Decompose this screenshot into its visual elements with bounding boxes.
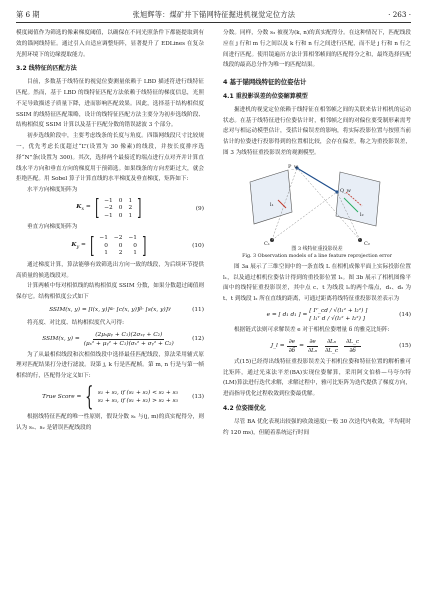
matrix-kx: [ −1 0 1 −2 0 2 −1 0 1 ]: [94, 196, 142, 222]
svg-text:P_w: P_w: [288, 163, 299, 170]
equation-number: (14): [399, 311, 411, 318]
issue-number: 第 6 期: [16, 10, 40, 19]
paragraph: 初步选线阶段中，主要考虑线条的长度与角度。四锚网线段尺寸比较规一，优先考虑长度超过“L”(设置为 30 像素)的线段，并按长度排序选择“N”条(设置为 300)。其次，选择两个最接近的端点进行点对齐并计算直线水平方向和垂直方向的梯度用于预筛选。如果线条的方向差距过大，就会拒绝匹配。用 Sobel 算子计算直线的水平梯度及垂直梯度，矩阵如下:: [16, 133, 204, 183]
subsection-heading: 4.2 位姿图优化: [223, 404, 266, 412]
equation-number: (15): [399, 342, 411, 349]
equation-number: (10): [192, 243, 204, 250]
image-plane-2: [336, 172, 380, 226]
equation-number: (12): [192, 335, 204, 342]
paragraph: 为了从最相似线段和次相似线段中选择最佳匹配线段，算法采用辅式原理对匹配结果打分进行滤波。设第 j, k 行是匹配帧。第 m, n 行是与第一帧相似的行，匹配得分定义如下:: [16, 351, 204, 380]
figure-3: [223, 162, 411, 260]
svg-text:C₂: C₂: [364, 240, 370, 246]
paragraph: 模度阈值作为筛选的像素梯度阈值，以确保在不同光照条件下都能提取到有效的锚网线特征。通过引入自适应调整矩阵，显著提升了 EDLines 在复杂光照环境下的边缘提取能力。: [16, 30, 204, 58]
matrix-label: $K_y$ =: [71, 241, 88, 250]
paragraph: 将亮度、对比度、结构相似度代入可得:: [27, 319, 124, 326]
image-plane-1: [250, 170, 292, 224]
subsection-heading: 4.1 重投影误差的位姿解算模型: [223, 92, 308, 100]
paragraph: 通过梯度计算，算法能够有效筛选出方向一致的线段，为后续环节提供高质量的候选线段对。: [16, 261, 204, 279]
fraction: $\frac{\text{(2μₓμᵧ + C₁)(2σₓᵧ + C₂)}}{\text{(μₓ² + μᵧ² + C₁)(σₓ² + σᵧ² + C₂)}}$: [83, 331, 174, 347]
paragraph: 垂直方向梯度矩阵为: [27, 224, 78, 231]
svg-text:l₂: l₂: [360, 211, 364, 218]
vector: [ Iᵀ_cd / √(l₁² + l₂²) ] [ l₁ᵀ d / √(l₁² + l₂²) ]: [309, 307, 368, 322]
paragraph: 根据链式法则可求解误差 e 对于相机位姿增量 δ 的雅克比矩阵:: [234, 326, 390, 333]
line-reprojection-diagram: [242, 162, 392, 246]
paragraph: 式(15)已经得出线特征重投影误差关于相机位姿和特征位置的解析雅可比矩阵，通过光束法平差(BA)实现位姿解算，采用阿文伯格—马夸尔特(LM)算法进行迭代求解，求解过程中，雅可比矩阵为迭代提供了梯度方向，进而指导优化过程收敛到位姿最优解。: [223, 358, 411, 398]
paragraph: 分数。同样，分数 s₃ 被视为(k, n)的真实配得分。在这种情况下，匹配线段应在 j 行和 m 行之间以及 k 行和 n 行之间进行匹配，而不是 j 行和 n 行之间进行匹配。使用镜遍历方法计算相邻帧间的匹配得分之和，最终选择匹配线段的最高总分作为唯一的匹配结果。: [223, 30, 411, 69]
equation-11: SSIM(x, y) = [l(x, y)] α · [c(x, y)] β · [s(x, y)] γ (11): [16, 305, 204, 316]
svg-text:C₁: C₁: [264, 240, 270, 246]
equation-10: [16, 235, 204, 258]
equation-14: e = [ d₁ d₁ ] = [ Iᵀ_cd / √(l₁² + l₂²) ] [ l₁ᵀ d / √(l₁² + l₂²) ] (14): [266, 307, 411, 322]
space-line: [297, 168, 337, 192]
equation-number: (13): [192, 393, 204, 400]
section-heading: 3.2 线特征的匹配方法: [16, 65, 77, 73]
running-header: [16, 8, 411, 23]
figure-caption-en: Fig. 3 Observation models of a line feature reprojection error: [242, 253, 392, 259]
equation-12: SSIM(x, y) = $\frac{\text{(2μₓμᵧ + C₁)(2σₓᵧ + C₂)}}{\text{(μₓ² + μᵧ² + C₁)(σₓ² + σᵧ² + C₂)}}$ (12): [42, 331, 204, 347]
equation-number: (9): [195, 205, 204, 212]
svg-text:l₁: l₁: [270, 201, 274, 208]
matrix-ky: [ −1 −2 −1 0 0 0 1 2 1 ]: [89, 233, 147, 259]
paragraph: 水平方向梯度矩阵为: [27, 187, 78, 194]
equation-13: True Score = { s₁ + s₂, if (s₁ + s₂) < s₂ + s₃ s₂ + s₃, if (s₁ + s₂) > s₂ + s₃ (13): [42, 381, 204, 412]
paragraph: 根据线特征匹配的唯一性原则，假设分数 s₁ 与(j, m)的真实配得分，则认为 s₁、s₂ 是错误匹配线段的: [16, 413, 204, 431]
paragraph: 图 3a 展示了三维空间中的一条直线 L 在相机成像平面上实际投影位置 l₁，以及通过相机位姿估计得到的重投影位置 l₂。图 3b 展示了相机图像平面中的线特征重投影误差，其中点 c、t 为线段 l₁的两个端点，d₁、d₂ 为 t、t 到线段 l₂ 所在直线的距离，可通过距离将线特征重投影误差表示为: [223, 263, 411, 303]
equation-15: J_l = $\frac{\partial e}{\partial\delta}$ = $\frac{\partial e}{\text{∂Lₙ}}$ $\frac{\text{∂Lₙ}}{\partial L\_c}$ $\frac{\partial L\_c}{\partial\delta}$ (15): [270, 338, 411, 354]
paragraph: 尽管 BA 优化表现出较强的收敛速度(一般 30 次迭代内收敛，平均耗时约 120 ms)，但随着系统运行时间: [223, 418, 411, 436]
right-column: [223, 28, 411, 438]
header-title: 张旭辉等：煤矿井下锚网特征掘进机视觉定位方法: [132, 10, 296, 19]
paragraph: 计算两帧中每对相似线的结构相似度 SSIM 分数，如果分数超过阈值则保存它。结构相似度公式如下: [16, 283, 204, 301]
paragraph: 目前，多数基于线特征的视觉位姿测量依赖于 LBD 描述符进行线特征匹配。然而，基于 LBD 的线特征匹配方法依赖于线特征的梯度信息，光照不足导致描述子质量下降，进而影响匹配效果。因此，选择基于结构相似度 SSIM 的线特征匹配策略，设计的线特征匹配方法主要分为初步选线阶段、结构相似度 SSIM 计算以及基于匹配分数的错误滤波 3 个部分。: [16, 79, 204, 129]
figure-caption-cn: 图 3 线特征重投影误差: [291, 245, 343, 252]
piecewise: { s₁ + s₂, if (s₁ + s₂) < s₂ + s₃ s₂ + s₃, if (s₁ + s₂) > s₂ + s₃: [85, 381, 178, 412]
section-heading: 4 基于锚网线特征的位姿估计: [223, 78, 307, 87]
equation-9: [16, 198, 204, 221]
equation-number: (11): [192, 306, 204, 313]
matrix-label: $K_x$ =: [76, 204, 93, 213]
svg-text:Q_w: Q_w: [340, 187, 351, 194]
left-column: [16, 28, 204, 434]
paragraph: 掘进机的视觉定位依赖于线特征在相邻帧之间的关联来估计相机的运动状态。在基于线特征进行位姿估计时，相邻帧之间的对偏位要受制形素需考虑对与相运动模型估计，受括计偏误差的影响，将实际投影位置与按照当前估计的位姿进行投影得到的位置相比较，会存在偏差，称之为重投影误差，图 3 为线特征重投影误差的观测模型。: [223, 106, 411, 156]
page-number: · 263 ·: [388, 10, 411, 19]
